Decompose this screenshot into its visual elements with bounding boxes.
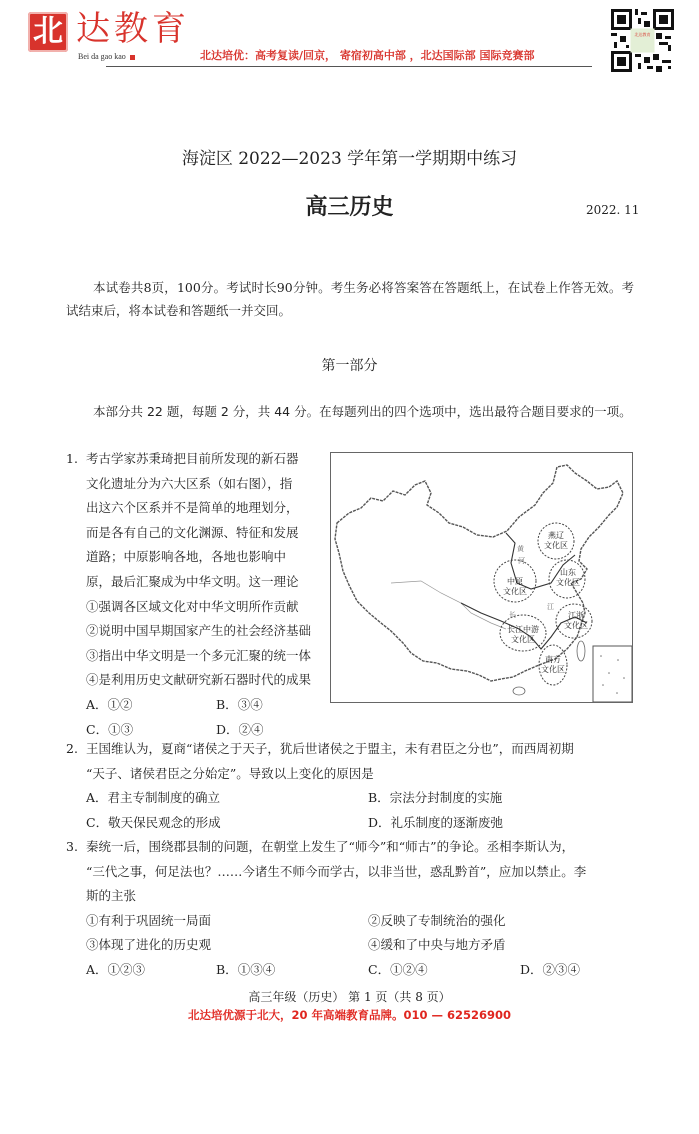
- option-c[interactable]: [86, 811, 368, 836]
- option-key: B．: [216, 696, 238, 712]
- map-region-label: 文化区: [544, 541, 568, 550]
- option-text: ①③④: [237, 961, 276, 977]
- question-line: 斯的主张: [86, 888, 137, 903]
- option-text: ①②: [107, 696, 133, 712]
- option-b[interactable]: [216, 958, 368, 983]
- section-description: 本部分共 22 题，每题 2 分，共 44 分。在每题列出的四个选项中，选出最符合题目要求的一项。: [93, 404, 632, 419]
- logo-pinyin-text: Bei da gao kao: [78, 52, 126, 61]
- question-line: 而是各有自己的文化渊源、特征和发展: [86, 524, 299, 540]
- exam-instructions: 本试卷共8页，100分。考试时长90分钟。考生务必将答案答在答题纸上，在试卷上作答无效。考试结束后，将本试卷和答题纸一并交回。: [66, 280, 634, 318]
- option-key: C．: [368, 961, 391, 977]
- option-text: 宗法分封制度的实施: [389, 790, 503, 805]
- statements-row: [66, 933, 638, 958]
- map-region-label: 文化区: [503, 587, 527, 596]
- map-region-jiangzhe: [559, 611, 593, 631]
- statement: ④缓和了中央与地方矛盾: [368, 937, 506, 952]
- map-outline-icon: [331, 453, 632, 702]
- river-label: 河: [518, 557, 525, 565]
- option-b[interactable]: [216, 693, 263, 718]
- question-number: 3.: [66, 839, 78, 854]
- statement: ②反映了专制统治的强化: [368, 912, 506, 928]
- option-text: ②④: [238, 721, 264, 737]
- statement: ①强调各区域文化对中华文明所作贡献: [86, 598, 299, 614]
- question-line: [66, 737, 638, 762]
- exam-title: 海淀区 2022—2023 学年第一学期期中练习: [181, 149, 518, 169]
- question-text: 秦统一后，围绕郡县制的问题，在朝堂上发生了“师今”和“师古”的争论。丞相李斯认为，: [86, 839, 575, 854]
- option-text: ①②③: [107, 961, 146, 977]
- map-region-label: 文化区: [541, 665, 565, 674]
- options-row: [66, 811, 638, 836]
- logo-name: 达教育: [76, 9, 190, 49]
- option-text: ②③④: [542, 961, 581, 977]
- option-text: 敬天保民观念的形成: [108, 814, 221, 830]
- map-region-label: 江浙: [568, 611, 584, 620]
- statement: ③指出中华文明是一个多元汇聚的统一体: [86, 647, 312, 663]
- option-key: C．: [86, 814, 109, 830]
- question-text: 王国维认为，夏商“诸侯之于天子，犹后世诸侯之于盟主，未有君臣之分也”，而西周初期: [86, 741, 574, 756]
- exam-date: 2022. 11: [586, 203, 640, 217]
- map-region-yanliao: [539, 531, 573, 551]
- square-icon: [130, 55, 135, 60]
- statement: ③体现了进化的历史观: [86, 937, 212, 952]
- map-region-label: 长江中游: [507, 625, 539, 634]
- option-key: A．: [86, 961, 108, 977]
- option-text: 礼乐制度的逐渐废弛: [390, 814, 504, 830]
- option-key: B．: [368, 790, 390, 805]
- map-region-label: 文化区: [511, 635, 535, 644]
- question-line: “天子、诸侯君臣之分始定”。导致以上变化的原因是: [86, 765, 374, 781]
- question-line: 原，最后汇聚成为中华文明。这一理论: [86, 573, 299, 589]
- option-a[interactable]: [86, 786, 368, 811]
- statement: ②说明中国早期国家产生的社会经济基础: [86, 623, 312, 639]
- map-region-label: 燕辽: [548, 531, 564, 540]
- option-key: D．: [520, 961, 543, 977]
- option-d[interactable]: [368, 811, 503, 836]
- question-line: “三代之事，何足法也？……今诸生不师今而学古，以非当世，惑乱黔首”，应加以禁止。李: [86, 863, 587, 879]
- subject-title: 高三历史: [305, 194, 394, 220]
- section-title: 第一部分: [321, 358, 378, 374]
- options-row: [66, 958, 638, 983]
- header-divider: [106, 66, 592, 67]
- statement: ①有利于巩固统一局面: [86, 912, 212, 928]
- option-text: ①③: [108, 721, 134, 737]
- question-line: [66, 835, 638, 860]
- logo-pinyin: [78, 52, 135, 62]
- question-text: 考古学家苏秉琦把目前所发现的新石器: [86, 451, 299, 466]
- map-region-label: 南方: [545, 655, 561, 664]
- option-key: D．: [216, 721, 239, 737]
- question-number: 1.: [66, 451, 78, 466]
- question-line: [66, 447, 320, 472]
- qr-code-icon: [611, 9, 674, 72]
- question-number: 2.: [66, 741, 78, 756]
- question-line: 文化遗址分为六大区系（如右图），指: [86, 475, 293, 491]
- options-row: [66, 693, 320, 718]
- river-label: 长: [509, 611, 516, 619]
- option-key: C．: [86, 721, 109, 737]
- map-region-label: 山东: [560, 568, 576, 577]
- china-culture-map: [330, 452, 633, 703]
- map-region-shandong: [551, 568, 585, 588]
- option-text: 君主专制制度的确立: [107, 790, 221, 805]
- map-region-label: 中原: [507, 577, 523, 586]
- statement: ④是利用历史文献研究新石器时代的成果: [86, 672, 312, 688]
- map-region-label: 文化区: [556, 578, 580, 587]
- option-key: A．: [86, 696, 108, 712]
- map-region-nanfang: [536, 655, 570, 675]
- river-label: 江: [547, 603, 554, 611]
- option-text: ③④: [237, 696, 263, 712]
- watermark-banner: 北达培优源于北大，20 年高端教育品牌。010 — 62526900: [187, 1008, 512, 1022]
- question-2: [66, 737, 638, 835]
- qr-center-label: 北达教育: [634, 32, 651, 37]
- option-c[interactable]: [368, 958, 520, 983]
- question-1: [66, 447, 320, 742]
- logo-char: 北: [33, 14, 63, 49]
- option-key: B．: [216, 961, 238, 977]
- option-b[interactable]: [368, 786, 502, 811]
- question-line: 道路；中原影响各地，各地也影响中: [86, 549, 287, 565]
- map-region-changjiang: [501, 625, 545, 645]
- question-3: [66, 835, 638, 982]
- option-key: A．: [86, 790, 108, 805]
- statements-row: [66, 909, 638, 934]
- option-d[interactable]: [520, 958, 580, 983]
- option-key: D．: [368, 814, 391, 830]
- page-footer: 高三年级（历史） 第 1 页（共 8 页）: [248, 990, 451, 1004]
- question-line: 出这六个区系并不是简单的地理划分，: [86, 500, 299, 516]
- option-a[interactable]: [86, 958, 216, 983]
- map-region-zhongyuan: [498, 577, 532, 597]
- header-tagline: 北达培优：高考复读/回京， 寄宿初高中部 ，北达国际部 国际竞赛部: [200, 49, 535, 62]
- map-region-label: 文化区: [564, 621, 588, 630]
- logo-mark: [28, 12, 68, 52]
- options-row: [66, 786, 638, 811]
- option-text: ①②④: [390, 961, 428, 977]
- river-label: 黄: [517, 545, 524, 553]
- option-a[interactable]: [86, 693, 216, 718]
